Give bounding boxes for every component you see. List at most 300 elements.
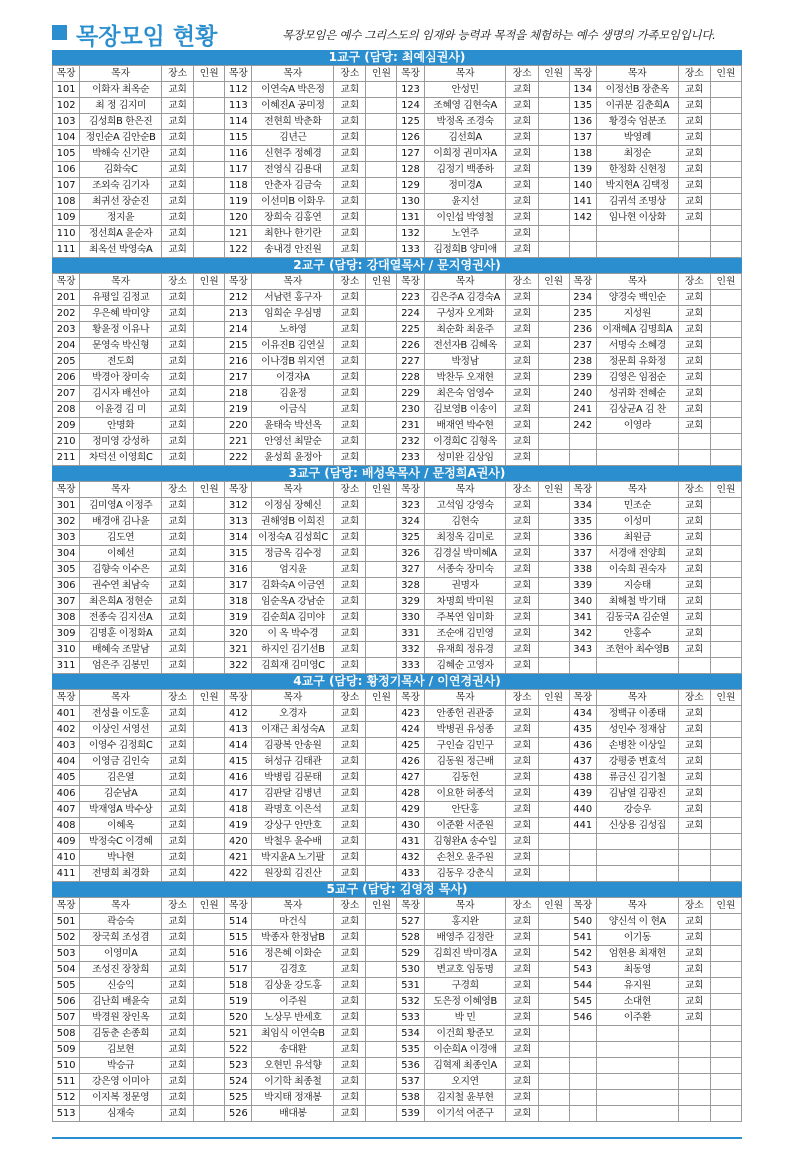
group-place	[678, 226, 710, 242]
group-count	[710, 386, 741, 402]
group-place: 교회	[678, 706, 710, 722]
group-place: 교회	[678, 82, 710, 98]
group-number: 235	[569, 306, 596, 322]
group-count	[538, 98, 569, 114]
district-title: 5교구 (담당: 김영정 목사)	[52, 882, 742, 897]
group-place: 교회	[162, 1058, 194, 1074]
group-pastor: 안홍수	[596, 626, 678, 642]
group-pastor: 이주원	[252, 994, 334, 1010]
district-table	[52, 897, 742, 1122]
group-count	[710, 658, 741, 674]
group-place	[678, 434, 710, 450]
table-row	[53, 946, 742, 962]
group-place: 교회	[162, 722, 194, 738]
group-count	[538, 610, 569, 626]
group-number: 438	[569, 770, 596, 786]
group-count	[538, 866, 569, 882]
table-row	[53, 354, 742, 370]
group-place: 교회	[678, 514, 710, 530]
group-number: 323	[397, 498, 424, 514]
header-cell-number: 목장	[225, 898, 252, 914]
group-place: 교회	[162, 130, 194, 146]
group-count	[366, 546, 397, 562]
group-count	[710, 226, 741, 242]
group-number: 525	[225, 1090, 252, 1106]
group-count	[366, 226, 397, 242]
group-pastor: 우은혜 박미양	[80, 306, 162, 322]
group-place: 교회	[678, 114, 710, 130]
group-place: 교회	[678, 994, 710, 1010]
group-place: 교회	[678, 562, 710, 578]
group-place: 교회	[678, 386, 710, 402]
group-number: 330	[397, 610, 424, 626]
group-count	[194, 658, 225, 674]
group-count	[194, 162, 225, 178]
group-place: 교회	[678, 962, 710, 978]
header-cell-number: 목장	[225, 66, 252, 82]
group-pastor	[596, 242, 678, 258]
header-cell-place: 장소	[334, 898, 366, 914]
group-pastor: 최동영	[596, 962, 678, 978]
group-number: 507	[53, 1010, 80, 1026]
group-count	[538, 1010, 569, 1026]
header-cell-number: 목장	[53, 898, 80, 914]
group-place: 교회	[678, 354, 710, 370]
group-pastor: 서종숙 장미숙	[424, 562, 506, 578]
group-place: 교회	[334, 338, 366, 354]
group-pastor	[596, 434, 678, 450]
table-row	[53, 1106, 742, 1122]
group-number: 218	[225, 386, 252, 402]
group-pastor: 유지원	[596, 978, 678, 994]
group-pastor: 정백규 이종태	[596, 706, 678, 722]
group-place: 교회	[334, 402, 366, 418]
group-place: 교회	[678, 418, 710, 434]
group-number: 104	[53, 130, 80, 146]
group-number: 220	[225, 418, 252, 434]
header-cell-pastor: 목자	[596, 274, 678, 290]
group-number: 304	[53, 546, 80, 562]
header-cell-place: 장소	[506, 898, 538, 914]
table-row	[53, 866, 742, 882]
group-number: 418	[225, 802, 252, 818]
header-cell-number: 목장	[225, 482, 252, 498]
header-cell-place: 장소	[506, 274, 538, 290]
header-cell-number: 목장	[397, 482, 424, 498]
group-number: 213	[225, 306, 252, 322]
group-number: 215	[225, 338, 252, 354]
group-place	[678, 1090, 710, 1106]
header-cell-place: 장소	[678, 274, 710, 290]
group-number: 119	[225, 194, 252, 210]
group-number: 214	[225, 322, 252, 338]
group-place: 교회	[506, 114, 538, 130]
group-pastor: 이유진B 김연실	[252, 338, 334, 354]
group-pastor: 정미경A	[424, 178, 506, 194]
group-number: 411	[53, 866, 80, 882]
group-place: 교회	[334, 994, 366, 1010]
group-pastor: 김동헌	[424, 770, 506, 786]
group-number: 409	[53, 834, 80, 850]
group-pastor: 오지연	[424, 1074, 506, 1090]
group-count	[194, 994, 225, 1010]
header-cell-number: 목장	[53, 274, 80, 290]
group-count	[194, 514, 225, 530]
table-row	[53, 242, 742, 258]
group-pastor: 김명훈 이정화A	[80, 626, 162, 642]
group-number: 403	[53, 738, 80, 754]
district-table	[52, 689, 742, 882]
group-pastor: 강평중 변효석	[596, 754, 678, 770]
group-number: 433	[397, 866, 424, 882]
group-count	[710, 450, 741, 466]
group-count	[194, 738, 225, 754]
group-number: 325	[397, 530, 424, 546]
group-count	[366, 322, 397, 338]
group-place: 교회	[506, 818, 538, 834]
group-count	[194, 338, 225, 354]
group-place: 교회	[334, 946, 366, 962]
group-count	[194, 722, 225, 738]
group-pastor: 엄현용 최재현	[596, 946, 678, 962]
group-pastor: 김동원 정근배	[424, 754, 506, 770]
group-count	[710, 754, 741, 770]
group-place: 교회	[678, 194, 710, 210]
group-count	[710, 1106, 741, 1122]
group-count	[366, 338, 397, 354]
group-place	[678, 658, 710, 674]
group-number: 425	[397, 738, 424, 754]
group-count	[366, 786, 397, 802]
group-count	[194, 210, 225, 226]
header-cell-pastor: 목자	[80, 66, 162, 82]
group-number: 437	[569, 754, 596, 770]
group-count	[194, 946, 225, 962]
group-number: 207	[53, 386, 80, 402]
group-pastor: 박병림 김문태	[252, 770, 334, 786]
group-count	[710, 514, 741, 530]
table-row	[53, 914, 742, 930]
group-pastor: 구경희	[424, 978, 506, 994]
district-title: 1교구 (담당: 최예심권사)	[52, 50, 742, 65]
group-count	[366, 194, 397, 210]
district-section	[52, 466, 742, 674]
header-cell-number: 목장	[569, 690, 596, 706]
group-number	[569, 1026, 596, 1042]
group-pastor: 김귀석 조명상	[596, 194, 678, 210]
group-pastor: 최원금	[596, 530, 678, 546]
group-place: 교회	[162, 946, 194, 962]
group-pastor: 권수연 최남숙	[80, 578, 162, 594]
group-number: 131	[397, 210, 424, 226]
group-number: 429	[397, 802, 424, 818]
group-count	[710, 1010, 741, 1026]
group-place: 교회	[506, 786, 538, 802]
group-count	[366, 290, 397, 306]
group-place: 교회	[678, 322, 710, 338]
group-number: 314	[225, 530, 252, 546]
group-pastor: 정문희 유화정	[596, 354, 678, 370]
group-count	[194, 594, 225, 610]
group-pastor: 안영선 최말순	[252, 434, 334, 450]
group-count	[710, 498, 741, 514]
district-title: 4교구 (담당: 황정기목사 / 이연경권사)	[52, 674, 742, 689]
group-count	[194, 866, 225, 882]
group-count	[710, 626, 741, 642]
header-cell-pastor: 목자	[424, 898, 506, 914]
table-row	[53, 82, 742, 98]
header-cell-count: 인원	[710, 482, 741, 498]
group-count	[366, 866, 397, 882]
group-pastor: 최정순	[596, 146, 678, 162]
group-number: 535	[397, 1042, 424, 1058]
group-place: 교회	[506, 402, 538, 418]
group-place: 교회	[162, 642, 194, 658]
header-cell-count: 인원	[366, 482, 397, 498]
group-place	[678, 242, 710, 258]
group-number: 132	[397, 226, 424, 242]
group-number: 115	[225, 130, 252, 146]
group-count	[194, 386, 225, 402]
group-pastor: 정미영 강성하	[80, 434, 162, 450]
group-count	[194, 226, 225, 242]
group-pastor: 전종숙 김지선A	[80, 610, 162, 626]
group-pastor: 성귀화 전혜순	[596, 386, 678, 402]
group-pastor: 권명자	[424, 578, 506, 594]
group-pastor: 양경숙 백인순	[596, 290, 678, 306]
header-cell-number: 목장	[569, 66, 596, 82]
header-cell-place: 장소	[162, 690, 194, 706]
group-pastor: 박경아 장미숙	[80, 370, 162, 386]
group-pastor: 이지복 정문영	[80, 1090, 162, 1106]
header-cell-pastor: 목자	[596, 66, 678, 82]
header-cell-place: 장소	[678, 898, 710, 914]
group-number: 224	[397, 306, 424, 322]
group-place: 교회	[506, 146, 538, 162]
group-pastor: 임순옥A 강남순	[252, 594, 334, 610]
group-place: 교회	[506, 1074, 538, 1090]
header-cell-number: 목장	[53, 482, 80, 498]
group-place	[678, 866, 710, 882]
group-count	[710, 850, 741, 866]
group-pastor: 김년근	[252, 130, 334, 146]
group-pastor: 조현아 최수영B	[596, 642, 678, 658]
group-number	[569, 850, 596, 866]
group-pastor: 박 민	[424, 1010, 506, 1026]
group-place: 교회	[678, 402, 710, 418]
header-cell-number: 목장	[569, 482, 596, 498]
group-count	[710, 114, 741, 130]
group-number: 238	[569, 354, 596, 370]
group-number: 529	[397, 946, 424, 962]
group-number: 211	[53, 450, 80, 466]
group-count	[538, 962, 569, 978]
group-place: 교회	[678, 370, 710, 386]
group-number: 337	[569, 546, 596, 562]
group-pastor: 김경실 박미혜A	[424, 546, 506, 562]
group-pastor: 오경자	[252, 706, 334, 722]
group-count	[538, 802, 569, 818]
group-place	[678, 1026, 710, 1042]
group-count	[538, 850, 569, 866]
group-pastor: 장희숙 김홍연	[252, 210, 334, 226]
group-pastor: 곽승숙	[80, 914, 162, 930]
group-pastor: 이영수 김정희C	[80, 738, 162, 754]
group-number	[569, 226, 596, 242]
group-place: 교회	[506, 434, 538, 450]
group-count	[710, 178, 741, 194]
group-count	[710, 642, 741, 658]
group-pastor: 박승규	[80, 1058, 162, 1074]
group-count	[538, 402, 569, 418]
group-pastor: 이경자A	[252, 370, 334, 386]
group-pastor: 윤성희 윤정아	[252, 450, 334, 466]
group-number: 120	[225, 210, 252, 226]
group-place: 교회	[334, 418, 366, 434]
header-cell-pastor: 목자	[424, 690, 506, 706]
table-row	[53, 994, 742, 1010]
table-row	[53, 450, 742, 466]
table-row	[53, 226, 742, 242]
group-place: 교회	[162, 930, 194, 946]
group-place: 교회	[334, 1058, 366, 1074]
group-count	[710, 1074, 741, 1090]
header-cell-place: 장소	[506, 690, 538, 706]
group-number: 503	[53, 946, 80, 962]
group-number: 107	[53, 178, 80, 194]
group-count	[538, 194, 569, 210]
group-place: 교회	[162, 1026, 194, 1042]
table-row	[53, 546, 742, 562]
group-count	[538, 434, 569, 450]
group-pastor: 김동춘 손종희	[80, 1026, 162, 1042]
group-number: 541	[569, 930, 596, 946]
group-number: 542	[569, 946, 596, 962]
group-count	[194, 1074, 225, 1090]
group-number: 531	[397, 978, 424, 994]
group-pastor: 박지태 정재봉	[252, 1090, 334, 1106]
group-number: 212	[225, 290, 252, 306]
group-place	[678, 1106, 710, 1122]
group-pastor: 노연주	[424, 226, 506, 242]
group-count	[366, 706, 397, 722]
group-number: 509	[53, 1042, 80, 1058]
group-place: 교회	[162, 1010, 194, 1026]
header-cell-count: 인원	[710, 274, 741, 290]
group-pastor: 김윤정	[252, 386, 334, 402]
group-count	[194, 242, 225, 258]
group-number: 102	[53, 98, 80, 114]
group-number: 432	[397, 850, 424, 866]
title-bullet-icon	[52, 25, 67, 40]
table-row	[53, 114, 742, 130]
table-row	[53, 402, 742, 418]
group-number: 414	[225, 738, 252, 754]
group-count	[366, 978, 397, 994]
group-count	[710, 530, 741, 546]
group-count	[538, 178, 569, 194]
group-pastor: 이윤경 김 미	[80, 402, 162, 418]
district-section	[52, 258, 742, 466]
group-pastor: 엄지윤	[252, 562, 334, 578]
group-place	[678, 1042, 710, 1058]
table-row	[53, 578, 742, 594]
group-count	[710, 834, 741, 850]
table-row	[53, 562, 742, 578]
group-number: 217	[225, 370, 252, 386]
table-row	[53, 930, 742, 946]
group-count	[194, 754, 225, 770]
group-number: 109	[53, 210, 80, 226]
group-place: 교회	[506, 1042, 538, 1058]
group-count	[538, 706, 569, 722]
group-count	[366, 1090, 397, 1106]
group-number: 405	[53, 770, 80, 786]
group-count	[538, 370, 569, 386]
group-place: 교회	[162, 530, 194, 546]
group-place: 교회	[334, 194, 366, 210]
group-place: 교회	[334, 290, 366, 306]
group-pastor: 이준환 서준원	[424, 818, 506, 834]
group-pastor	[596, 1090, 678, 1106]
header-cell-number: 목장	[397, 274, 424, 290]
group-place: 교회	[506, 130, 538, 146]
group-pastor: 김순희A 김미야	[252, 610, 334, 626]
group-place: 교회	[162, 98, 194, 114]
table-row	[53, 1042, 742, 1058]
group-count	[366, 578, 397, 594]
group-pastor: 이기학 최종철	[252, 1074, 334, 1090]
group-number: 322	[225, 658, 252, 674]
group-number: 126	[397, 130, 424, 146]
group-place: 교회	[506, 994, 538, 1010]
group-pastor: 이연숙A 박은정	[252, 82, 334, 98]
group-place: 교회	[334, 210, 366, 226]
group-count	[366, 770, 397, 786]
table-row	[53, 754, 742, 770]
table-row	[53, 210, 742, 226]
table-row	[53, 370, 742, 386]
group-number: 435	[569, 722, 596, 738]
group-number: 511	[53, 1074, 80, 1090]
group-number: 518	[225, 978, 252, 994]
group-number: 309	[53, 626, 80, 642]
district-section	[52, 674, 742, 882]
group-pastor: 이건희 황준모	[424, 1026, 506, 1042]
group-count	[538, 930, 569, 946]
group-place: 교회	[506, 178, 538, 194]
group-place: 교회	[162, 786, 194, 802]
group-place: 교회	[162, 162, 194, 178]
group-pastor: 손천오 윤주원	[424, 850, 506, 866]
group-place: 교회	[334, 530, 366, 546]
group-place: 교회	[162, 386, 194, 402]
group-number: 428	[397, 786, 424, 802]
group-number: 526	[225, 1106, 252, 1122]
header-cell-count: 인원	[194, 690, 225, 706]
group-pastor: 전선자B 김혜옥	[424, 338, 506, 354]
group-place: 교회	[506, 194, 538, 210]
group-count	[538, 1026, 569, 1042]
group-number: 231	[397, 418, 424, 434]
group-pastor: 조순애 김민영	[424, 626, 506, 642]
group-count	[194, 434, 225, 450]
group-number: 306	[53, 578, 80, 594]
group-count	[366, 834, 397, 850]
group-count	[366, 754, 397, 770]
group-pastor	[596, 850, 678, 866]
group-pastor	[596, 450, 678, 466]
